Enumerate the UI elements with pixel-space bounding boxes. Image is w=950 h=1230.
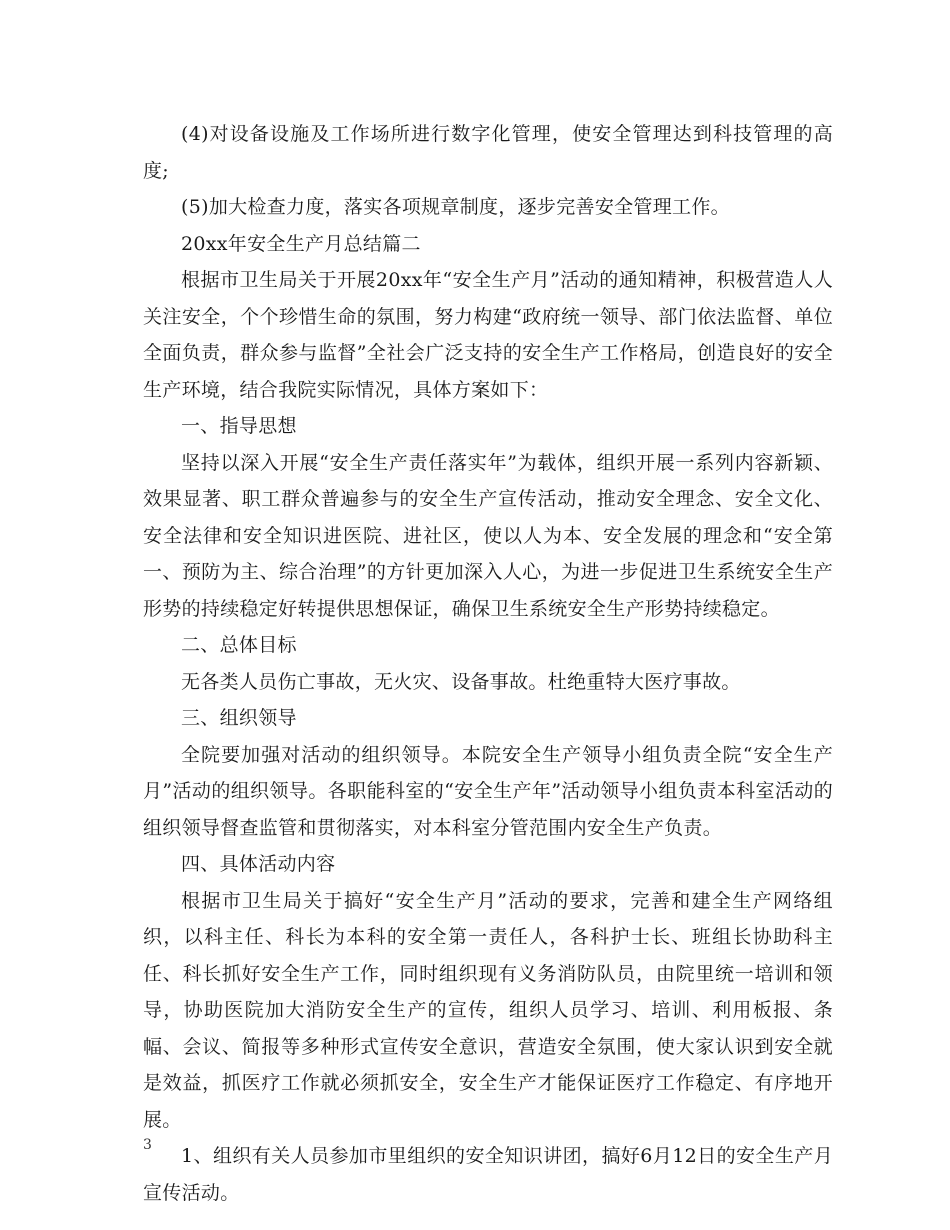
organization-leadership-paragraph: 全院要加强对活动的组织领导。本院安全生产领导小组负责全院“安全生产月”活动的组织领导。各职能科室的“安全生产年”活动领导小组负责本科室活动的组织领导督查监管和贯彻落实，对本科室分管范围内安全生产负责。 bbox=[143, 743, 833, 839]
guiding-ideology-paragraph: 坚持以深入开展“安全生产责任落实年”为载体，组织开展一系列内容新颖、效果显著、职工群众普遍参与的安全生产宣传活动，推动安全理念、安全文化、安全法律和安全知识进医院、进社区，使以人为本、安全发展的理念和“安全第一、预防为主、综合治理”的方针更加深入人心，为进一步促进卫生系统安全生产形势的持续稳定好转提供思想保证，确保卫生系统安全生产形势持续稳定。 bbox=[143, 451, 833, 620]
page-number: 3 bbox=[143, 1137, 152, 1153]
heading-overall-goal: 二、总体目标 bbox=[181, 634, 297, 656]
paragraph-item-5: (5)加大检查力度，落实各项规章制度，逐步完善安全管理工作。 bbox=[181, 196, 730, 218]
heading-activity-content: 四、具体活动内容 bbox=[181, 853, 336, 875]
section-title: 20xx年安全生产月总结篇二 bbox=[181, 232, 421, 255]
heading-guiding-ideology: 一、指导思想 bbox=[181, 415, 297, 437]
paragraph-item-4: (4)对设备设施及工作场所进行数字化管理，使安全管理达到科技管理的高度; bbox=[143, 123, 833, 182]
activity-item-1: 1、组织有关人员参加市里组织的安全知识讲团，搞好6月12日的安全生产月宣传活动。 bbox=[143, 1145, 833, 1204]
intro-paragraph: 根据市卫生局关于开展20xx年“安全生产月”活动的通知精神，积极营造人人关注安全，个个珍惜生命的氛围，努力构建“政府统一领导、部门依法监督、单位全面负责，群众参与监督”全社会广泛支持的安全生产工作格局，创造良好的安全生产环境，结合我院实际情况，具体方案如下： bbox=[143, 269, 833, 401]
activity-content-paragraph: 根据市卫生局关于搞好“安全生产月”活动的要求，完善和建全生产网络组织，以科主任、科长为本科的安全第一责任人，各科护士长、班组长协助科主任、科长抓好安全生产工作，同时组织现有义务消防队员，由院里统一培训和领导，协助医院加大消防安全生产的宣传，组织人员学习、培训、利用板报、条幅、会议、简报等多种形式宣传安全意识，营造安全氛围，使大家认识到安全就是效益，抓医疗工作就必须抓安全，安全生产才能保证医疗工作稳定、有序地开展。 bbox=[143, 889, 833, 1131]
heading-organization-leadership: 三、组织领导 bbox=[181, 707, 297, 729]
document-body bbox=[143, 116, 833, 1211]
overall-goal-paragraph: 无各类人员伤亡事故，无火灾、设备事故。杜绝重特大医疗事故。 bbox=[181, 670, 741, 693]
